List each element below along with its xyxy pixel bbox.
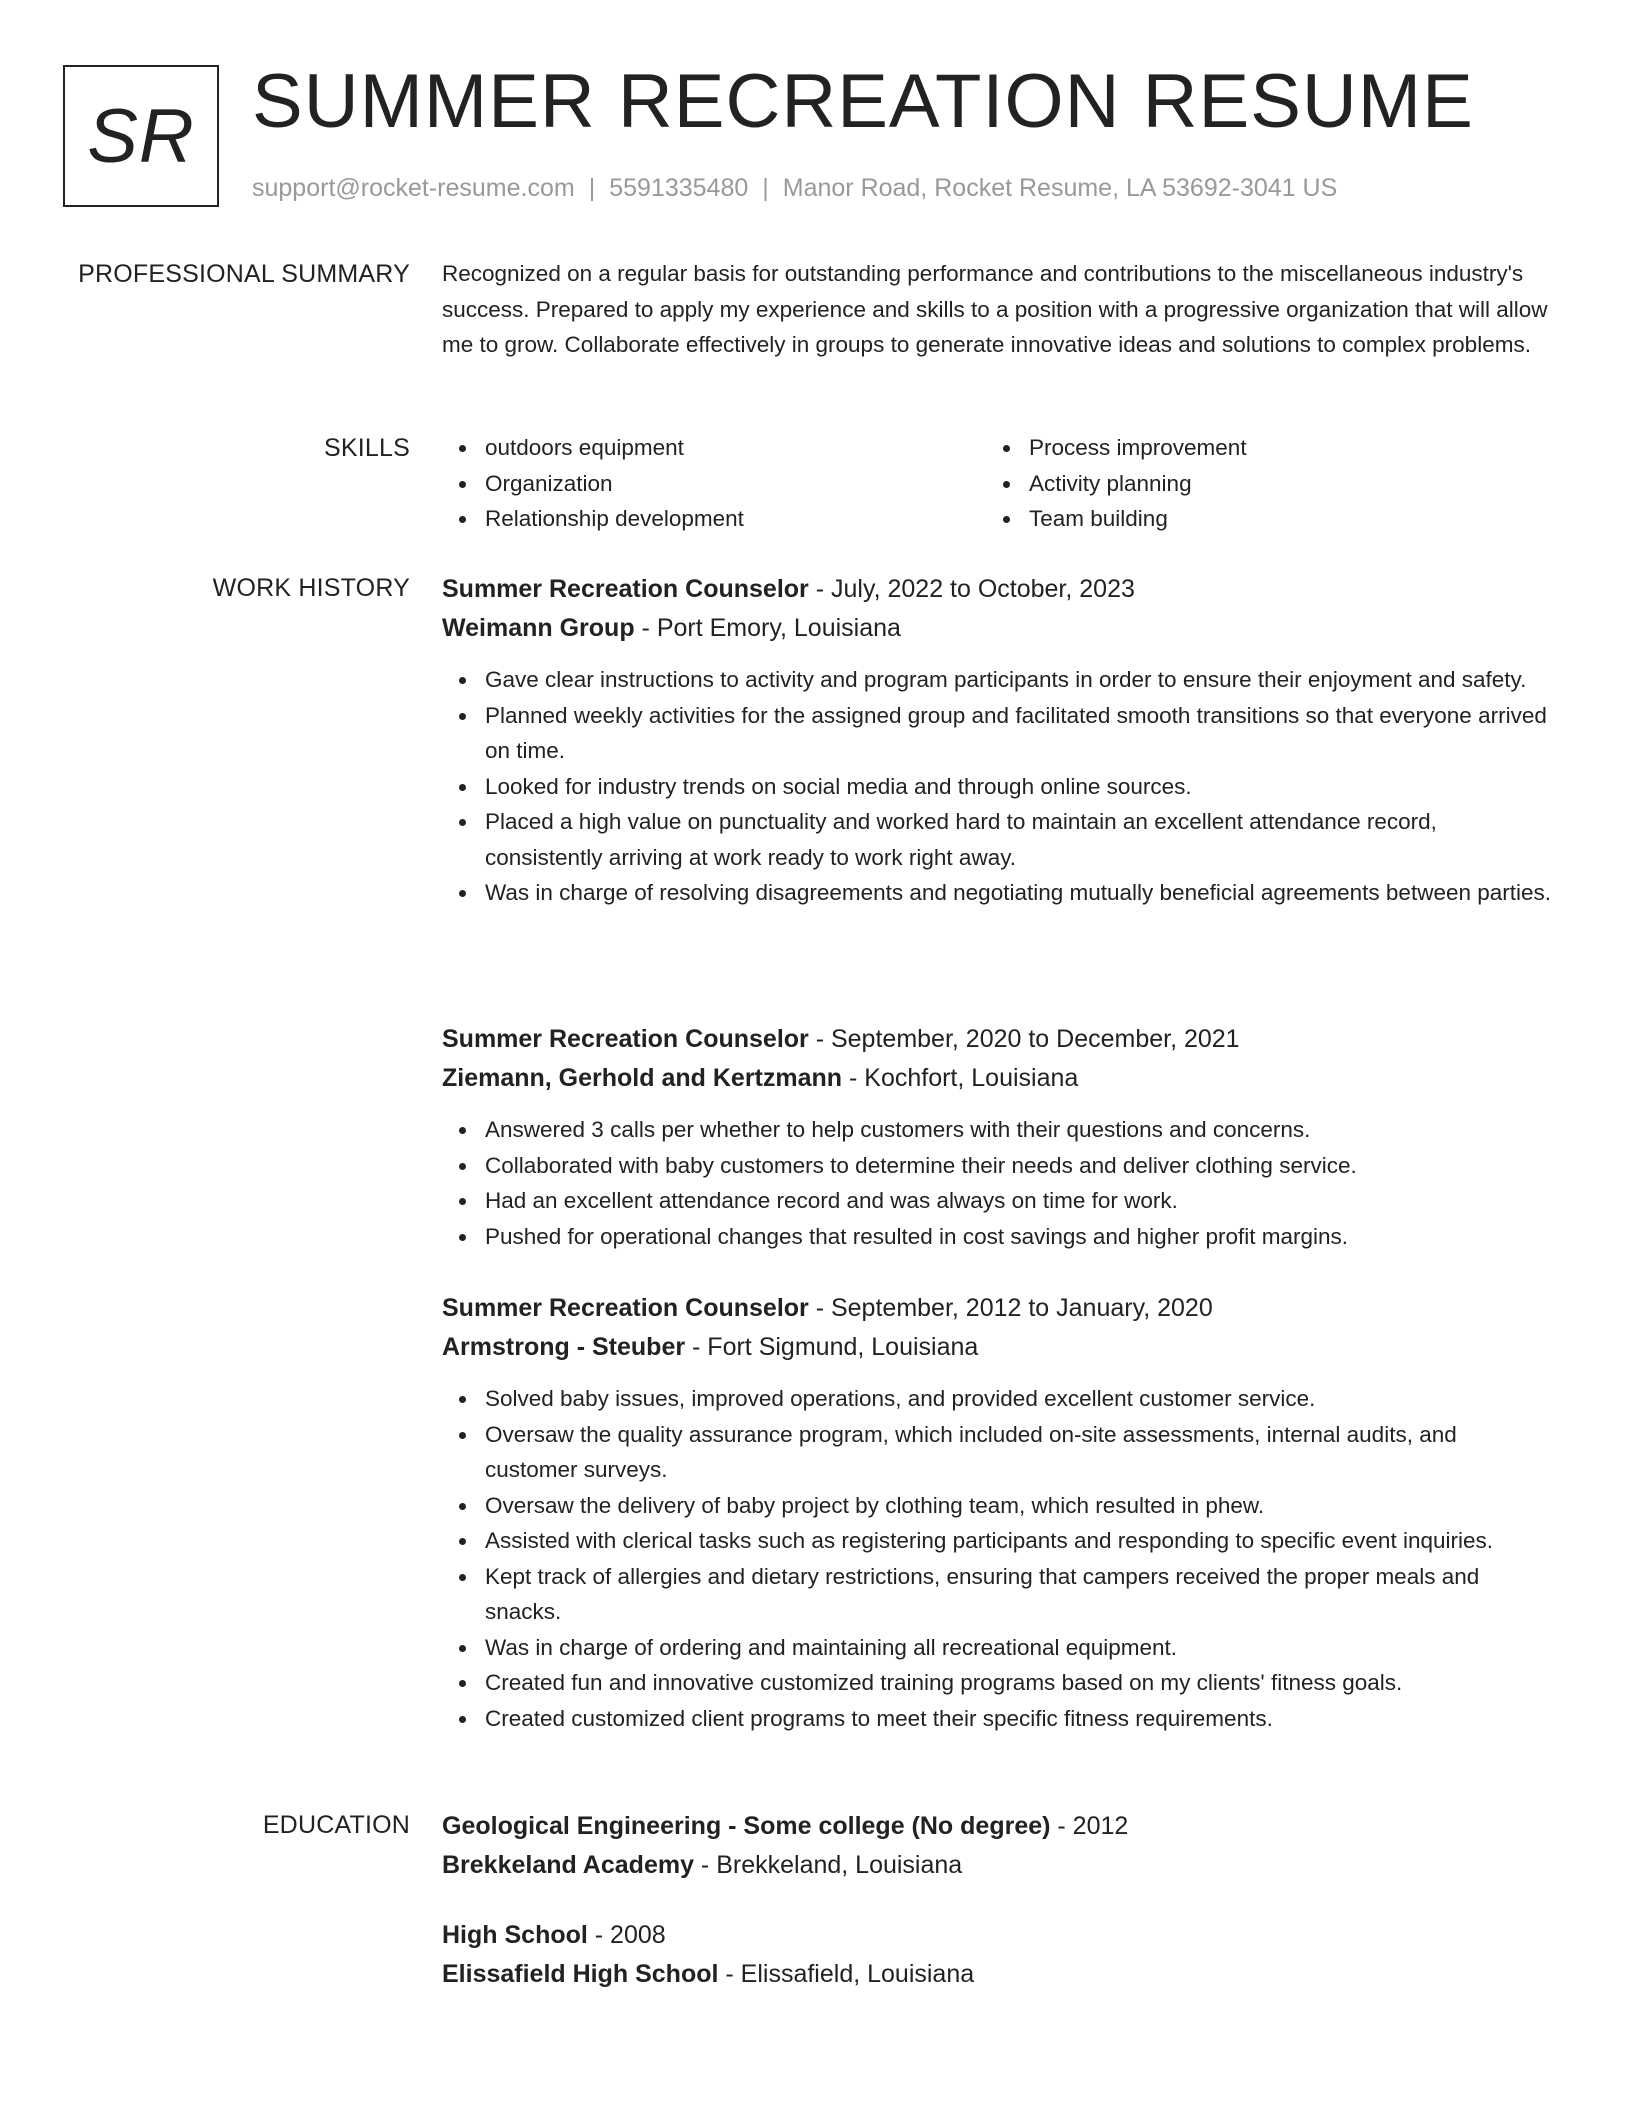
skill-item: Activity planning: [986, 466, 1530, 502]
skill-item: Team building: [986, 501, 1530, 537]
job-title-line: [442, 1020, 1552, 1059]
job-title-line: [442, 570, 1552, 609]
job-title-line: [442, 1289, 1552, 1328]
job-company: Armstrong - Steuber: [442, 1333, 686, 1361]
resume-title: SUMMER RECREATION RESUME: [252, 59, 1474, 144]
education-location: - Brekkeland, Louisiana: [693, 1851, 963, 1879]
skill-item: Organization: [442, 466, 986, 502]
skill-item: Relationship development: [442, 501, 986, 537]
education-year: - 2008: [587, 1921, 666, 1949]
job-location: - Fort Sigmund, Louisiana: [685, 1333, 979, 1361]
job-duty: Oversaw the delivery of baby project by clothing team, which resulted in phew.: [442, 1488, 1552, 1524]
job-duties: [442, 1112, 1552, 1254]
job-duty: Was in charge of ordering and maintaining all recreational equipment.: [442, 1630, 1552, 1666]
job-company-line: [442, 1328, 1552, 1367]
job-duty: Had an excellent attendance record and was always on time for work.: [442, 1183, 1552, 1219]
education-degree: High School: [442, 1921, 588, 1949]
job-duty: Solved baby issues, improved operations, and provided excellent customer service.: [442, 1381, 1552, 1417]
education-degree-line: [442, 1916, 1552, 1955]
job-title: Summer Recreation Counselor: [442, 1025, 809, 1053]
job-duty: Oversaw the quality assurance program, which included on-site assessments, internal audits, and customer surveys.: [442, 1417, 1552, 1488]
education-school: Brekkeland Academy: [442, 1851, 694, 1879]
contact-phone[interactable]: 5591335480: [609, 174, 749, 202]
skill-item: outdoors equipment: [442, 430, 986, 466]
job-dates: - September, 2020 to December, 2021: [808, 1025, 1240, 1053]
education-location: - Elissafield, Louisiana: [718, 1960, 975, 1988]
job-location: - Port Emory, Louisiana: [634, 614, 901, 642]
monogram-box: SR: [63, 65, 219, 207]
job-dates: - July, 2022 to October, 2023: [808, 575, 1135, 603]
contact-separator: |: [588, 174, 596, 202]
education-school-line: [442, 1846, 1552, 1885]
job-company-line: [442, 1059, 1552, 1098]
job-duty: Was in charge of resolving disagreements and negotiating mutually beneficial agreements between parties.: [442, 875, 1552, 911]
education-degree: Geological Engineering - Some college (No degree): [442, 1812, 1051, 1840]
work-history-heading: WORK HISTORY: [212, 574, 410, 602]
job-duty: Collaborated with baby customers to determine their needs and deliver clothing service.: [442, 1148, 1552, 1184]
education-school-line: [442, 1955, 1552, 1994]
job-duty: Answered 3 calls per whether to help customers with their questions and concerns.: [442, 1112, 1552, 1148]
job-title: Summer Recreation Counselor: [442, 575, 809, 603]
job-company: Weimann Group: [442, 614, 635, 642]
job-duty: Assisted with clerical tasks such as registering participants and responding to specific event inquiries.: [442, 1523, 1552, 1559]
summary-heading: PROFESSIONAL SUMMARY: [78, 260, 410, 288]
job-title: Summer Recreation Counselor: [442, 1294, 809, 1322]
job-company: Ziemann, Gerhold and Kertzmann: [442, 1064, 843, 1092]
contact-email[interactable]: support@rocket-resume.com: [252, 174, 575, 202]
job-duty: Placed a high value on punctuality and worked hard to maintain an excellent attendance record, consistently arriving at work ready to work right away.: [442, 804, 1552, 875]
job-duty: Pushed for operational changes that resulted in cost savings and higher profit margins.: [442, 1219, 1552, 1255]
education-school: Elissafield High School: [442, 1960, 719, 1988]
job-dates: - September, 2012 to January, 2020: [808, 1294, 1213, 1322]
contact-separator: |: [762, 174, 769, 202]
summary-text: Recognized on a regular basis for outstanding performance and contributions to the miscellaneous industry's success. Prepared to apply my experience and skills to a position with a progressive organization that will allow me to grow. Collaborate effectively in groups to generate innovative ideas and solutions to complex problems.: [442, 261, 1548, 357]
skill-item: Process improvement: [986, 430, 1530, 466]
education-degree-line: [442, 1807, 1552, 1846]
job-company-line: [442, 609, 1552, 648]
job-duty: Created customized client programs to meet their specific fitness requirements.: [442, 1701, 1552, 1737]
job-duty: Looked for industry trends on social media and through online sources.: [442, 769, 1552, 805]
education-heading: EDUCATION: [262, 1811, 410, 1839]
job-duties: [442, 1381, 1552, 1736]
contact-address: Manor Road, Rocket Resume, LA 53692-3041 US: [782, 174, 1338, 202]
job-duty: Planned weekly activities for the assigned group and facilitated smooth transitions so that everyone arrived on time.: [442, 698, 1552, 769]
skills-list: [442, 430, 1552, 537]
education-entry: [442, 1807, 1552, 1885]
job-duty: Kept track of allergies and dietary restrictions, ensuring that campers received the proper meals and snacks.: [442, 1559, 1552, 1630]
skills-heading: SKILLS: [324, 434, 410, 462]
job-duty: Created fun and innovative customized training programs based on my clients' fitness goals.: [442, 1665, 1552, 1701]
education-entry: [442, 1916, 1552, 1994]
job-duties: [442, 662, 1552, 911]
job-location: - Kochfort, Louisiana: [842, 1064, 1079, 1092]
job-duty: Gave clear instructions to activity and program participants in order to ensure their enjoyment and safety.: [442, 662, 1552, 698]
contact-line: [252, 170, 1337, 206]
education-year: - 2012: [1050, 1812, 1129, 1840]
